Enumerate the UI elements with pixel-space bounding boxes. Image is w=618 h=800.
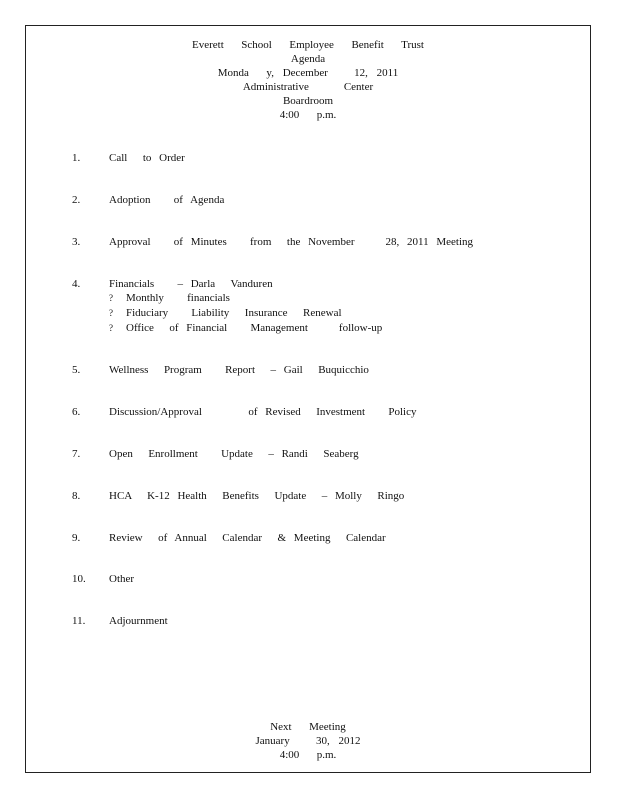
- meeting-date: Monda y, December 12, 2011: [217, 67, 399, 79]
- agenda-subitem-text: Monthly financials: [126, 292, 230, 304]
- agenda-item-number: 3.: [72, 236, 81, 248]
- meeting-room: Boardroom: [282, 95, 334, 107]
- bullet-marker: ?: [109, 323, 113, 333]
- agenda-item-text: Approval of Minutes from the November 28, 2011 Meeting: [109, 236, 474, 248]
- agenda-item-text: Open Enrollment Update – Randi Seaberg: [109, 448, 359, 460]
- agenda-subitem: [109, 321, 382, 335]
- agenda-header: [26, 38, 590, 122]
- meeting-location: Administrative Center: [242, 81, 374, 93]
- agenda-item-text: HCA K-12 Health Benefits Update – Molly Ringo: [109, 490, 405, 502]
- agenda-item-text: Financials – Darla Vanduren: [109, 278, 273, 290]
- agenda-item-number: 6.: [72, 406, 81, 418]
- agenda-item-text: Wellness Program Report – Gail Buquicchio: [109, 364, 369, 376]
- agenda-item-text: Adoption of Agenda: [109, 194, 225, 206]
- agenda-subitem: [109, 291, 230, 305]
- agenda-item-text: Adjournment: [109, 615, 168, 627]
- next-meeting-label: Next Meeting: [270, 721, 346, 733]
- agenda-item-number: 10.: [72, 573, 86, 585]
- bullet-marker: ?: [109, 293, 113, 303]
- agenda-item-text: Review of Annual Calendar & Meeting Calendar: [109, 532, 386, 544]
- bullet-marker: ?: [109, 308, 113, 318]
- agenda-item-number: 8.: [72, 490, 81, 502]
- agenda-subitem-text: Office of Financial Management follow-up: [126, 322, 383, 334]
- agenda-item-number: 2.: [72, 194, 81, 206]
- agenda-item-text: Discussion/Approval of Revised Investment Policy: [109, 406, 417, 418]
- agenda-item-text: Other: [109, 573, 135, 585]
- agenda-item-number: 7.: [72, 448, 81, 460]
- organization-name: Everett School Employee Benefit Trust: [192, 39, 424, 51]
- agenda-item-number: 11.: [72, 615, 86, 627]
- agenda-item-text: Call to Order: [109, 152, 185, 164]
- agenda-item-number: 1.: [72, 152, 81, 164]
- document-page: [25, 25, 591, 773]
- meeting-time: 4:00 p.m.: [279, 109, 337, 121]
- agenda-item-number: 4.: [72, 278, 81, 290]
- document-title: Agenda: [290, 53, 326, 65]
- agenda-subitem-text: Fiduciary Liability Insurance Renewal: [126, 307, 342, 319]
- next-meeting-date: January 30, 2012: [255, 735, 361, 747]
- agenda-item-number: 5.: [72, 364, 81, 376]
- next-meeting-time: 4:00 p.m.: [279, 749, 337, 761]
- next-meeting-block: [26, 720, 590, 762]
- agenda-item-number: 9.: [72, 532, 81, 544]
- agenda-subitem: [109, 306, 342, 320]
